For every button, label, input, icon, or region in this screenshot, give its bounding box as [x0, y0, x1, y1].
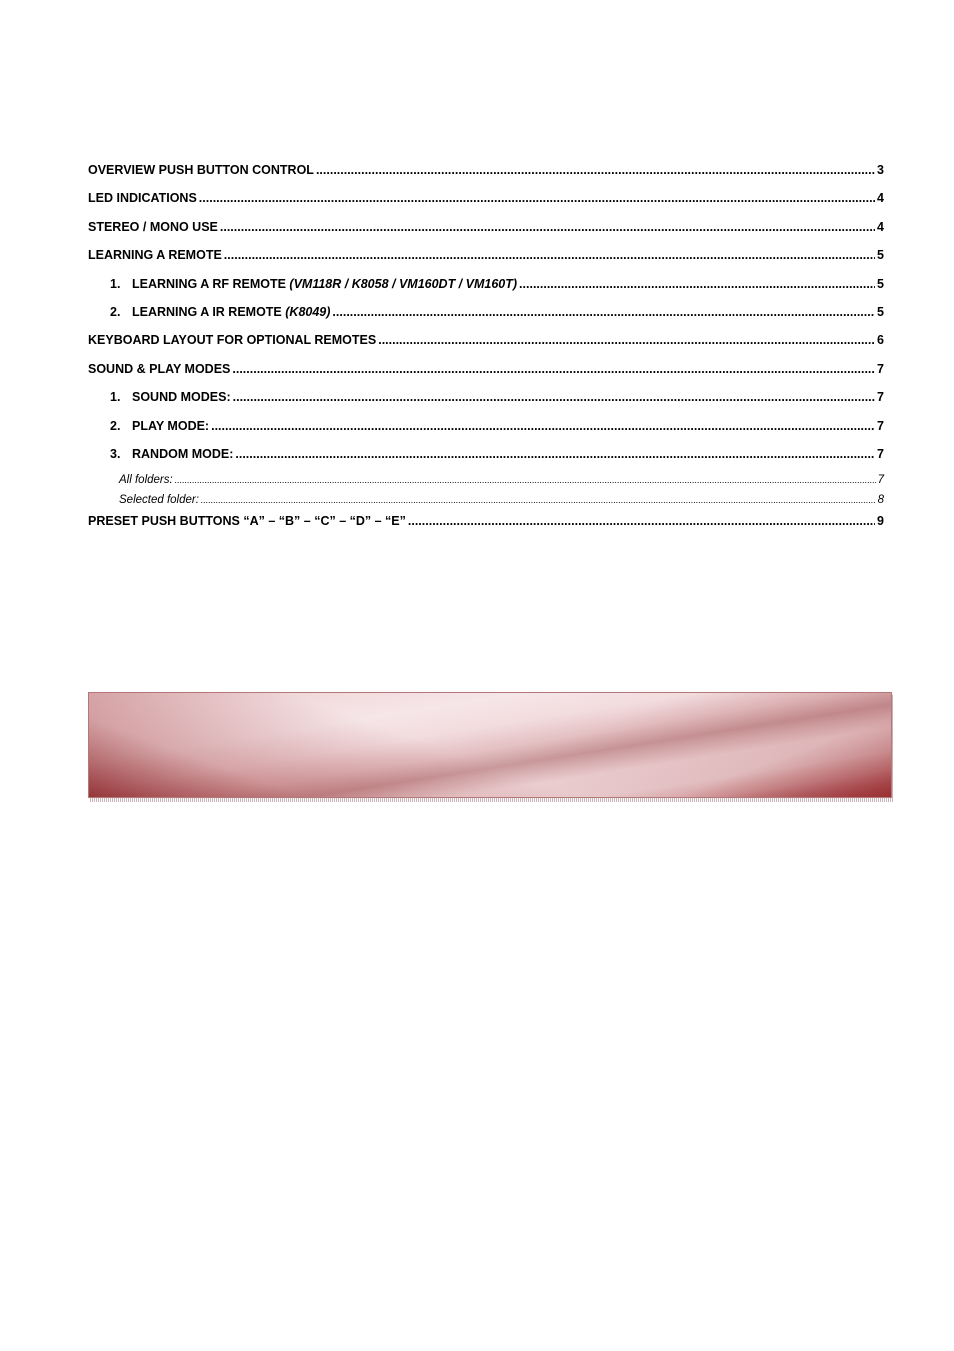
- toc-leader-dots: [224, 245, 875, 265]
- toc-entry-learning-a-remote[interactable]: [88, 245, 884, 273]
- toc-entry-title: STEREO / MONO USE: [88, 219, 218, 234]
- toc-leader-dots: [220, 217, 875, 237]
- toc-entry-sound-modes[interactable]: [88, 387, 884, 415]
- toc-entry-title: [110, 416, 209, 436]
- toc-entry-learning-ir-remote[interactable]: [88, 302, 884, 330]
- toc-leader-dots: [175, 472, 876, 488]
- toc-entry-title-text: PLAY MODE:: [132, 418, 210, 433]
- toc-entry-models: (VM118R / K8058 / VM160DT / VM160T): [289, 276, 518, 291]
- toc-leader-dots: [233, 387, 875, 407]
- toc-entry-title-text: SOUND MODES:: [132, 390, 231, 405]
- toc-entry-title: All folders:: [119, 474, 173, 487]
- toc-entry-models: (K8049): [285, 304, 331, 319]
- toc-leader-dots: [235, 444, 875, 464]
- toc-leader-dots: [199, 188, 875, 208]
- toc-entry-page: 7: [877, 474, 884, 487]
- toc-entry-page: 9: [877, 514, 884, 529]
- toc-entry-page: 7: [877, 361, 884, 376]
- toc-leader-dots: [232, 359, 875, 379]
- decorative-banner: [88, 692, 894, 802]
- toc-entry-keyboard-layout[interactable]: [88, 330, 884, 358]
- toc-entry-page: 7: [877, 418, 884, 433]
- toc-entry-number: 1.: [110, 390, 121, 405]
- toc-entry-title: LEARNING A REMOTE: [88, 248, 222, 263]
- toc-entry-title-text: RANDOM MODE:: [132, 446, 234, 461]
- toc-entry-title: KEYBOARD LAYOUT FOR OPTIONAL REMOTES: [88, 333, 377, 348]
- toc-entry-page: 7: [877, 446, 884, 461]
- toc-entry-overview-push-button-control[interactable]: [88, 160, 884, 188]
- toc-entry-title: PRESET PUSH BUTTONS “A” – “B” – “C” – “D” – “E”: [88, 514, 406, 529]
- toc-entry-title: Selected folder:: [119, 493, 199, 506]
- toc-leader-dots: [408, 511, 875, 531]
- toc-entry-learning-rf-remote[interactable]: [88, 274, 884, 302]
- toc-entry-title: SOUND & PLAY MODES: [88, 361, 231, 376]
- toc-entry-title: [110, 444, 233, 464]
- toc-leader-dots: [316, 160, 875, 180]
- toc-leader-dots: [332, 302, 875, 322]
- toc-entry-title: LED INDICATIONS: [88, 191, 197, 206]
- toc-entry-title: [110, 274, 517, 294]
- toc-entry-page: 8: [877, 493, 884, 506]
- toc-entry-selected-folder[interactable]: [88, 492, 884, 512]
- toc-entry-page: 3: [877, 163, 884, 177]
- toc-entry-random-mode[interactable]: [88, 444, 884, 472]
- toc-entry-title: [110, 387, 231, 407]
- toc-entry-all-folders[interactable]: [88, 472, 884, 492]
- toc-leader-dots: [211, 416, 875, 436]
- toc-entry-page: 4: [877, 191, 884, 206]
- toc-entry-page: 5: [877, 276, 884, 291]
- toc-entry-page: 6: [877, 333, 884, 348]
- toc-entry-number: 3.: [110, 446, 121, 461]
- toc-leader-dots: [201, 492, 876, 508]
- toc-entry-title-text: LEARNING A RF REMOTE: [132, 276, 290, 291]
- toc-entry-number: 1.: [110, 276, 121, 291]
- toc-entry-page: 5: [877, 304, 884, 319]
- toc-entry-page: 5: [877, 248, 884, 263]
- toc-entry-page: 7: [877, 390, 884, 405]
- toc-entry-number: 2.: [110, 418, 121, 433]
- banner-gradient-panel: [88, 692, 892, 798]
- toc-leader-dots: [378, 330, 875, 350]
- toc-entry-page: 4: [877, 219, 884, 234]
- toc-entry-preset-push-buttons[interactable]: [88, 511, 884, 539]
- table-of-contents: [88, 160, 884, 540]
- toc-entry-title: [110, 302, 330, 322]
- toc-entry-title-text: LEARNING A IR REMOTE: [132, 304, 286, 319]
- toc-entry-title: OVERVIEW PUSH BUTTON CONTROL: [88, 163, 314, 177]
- toc-entry-play-mode[interactable]: [88, 416, 884, 444]
- toc-leader-dots: [519, 274, 875, 294]
- toc-entry-led-indications[interactable]: [88, 188, 884, 216]
- toc-entry-stereo-mono-use[interactable]: [88, 217, 884, 245]
- toc-entry-sound-play-modes[interactable]: [88, 359, 884, 387]
- toc-entry-number: 2.: [110, 304, 121, 319]
